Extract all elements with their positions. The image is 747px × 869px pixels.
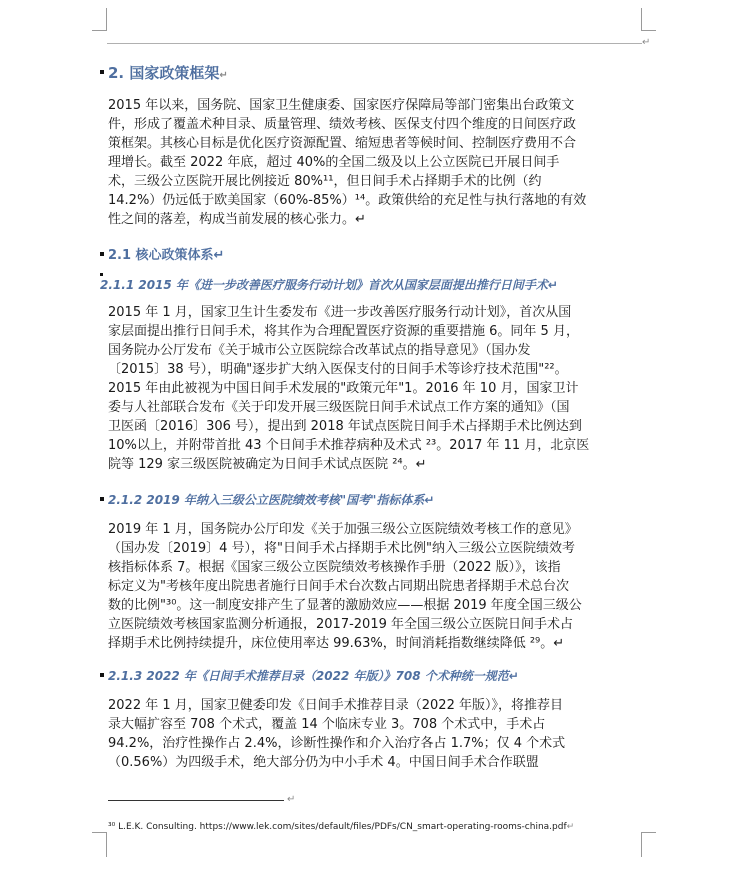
text-line: 院等 129 家三级医院被确定为日间手术试点医院 ²⁴。↵ bbox=[108, 457, 427, 472]
heading-bullet-icon bbox=[100, 252, 104, 256]
text-line: 2015 年由此被视为中国日间手术发展的"政策元年"1。2016 年 10 月，国家卫计 bbox=[108, 381, 579, 396]
text-line: 〔2015〕38 号），明确"逐步扩大纳入医保支付的日间手术等诊疗技术范围"²²。 bbox=[108, 362, 568, 377]
crop-mark-bottom-left bbox=[92, 832, 107, 857]
text-line: 核指标体系 7。根据《国家三级公立医院绩效考核操作手册（2022 版）》，该指 bbox=[108, 560, 561, 575]
footnote-separator bbox=[108, 800, 284, 801]
text-line: 性之间的落差，构成当前发展的核心张力。↵ bbox=[108, 212, 366, 227]
text-line: 卫医函〔2016〕306 号），提出到 2018 年试点医院日间手术占择期手术比例达到 bbox=[108, 419, 582, 434]
text-line: 国务院办公厅发布《关于城市公立医院综合改革试点的指导意见》（国办发 bbox=[108, 343, 531, 358]
text-line: 2015 年 1 月，国家卫生计生委发布《进一步改善医疗服务行动计划》，首次从国 bbox=[108, 305, 572, 320]
heading-2019-performance-assessment[interactable]: 2.1.2 2019 年纳入三级公立医院绩效考核"国考"指标体系↵ bbox=[100, 491, 434, 508]
text-line: 94.2%，治疗性操作占 2.4%，诊断性操作和介入治疗各占 1.7%；仅 4 个术式 bbox=[108, 736, 566, 751]
text-line: 理增长。截至 2022 年底，超过 40%的全国二级及以上公立医院已开展日间手 bbox=[108, 155, 560, 170]
header-rule bbox=[107, 43, 642, 44]
heading-bullet-icon bbox=[100, 497, 104, 501]
text-line: （国办发〔2019〕4 号），将"日间手术占择期手术比例"纳入三级公立医院绩效考 bbox=[108, 541, 575, 556]
heading-2022-catalogue[interactable]: 2.1.3 2022 年《日间手术推荐目录（2022 年版）》708 个术种统一规范↵ bbox=[100, 667, 519, 684]
crop-mark-bottom-right bbox=[641, 832, 656, 857]
heading-national-policy-framework[interactable]: 2. 国家政策框架↵ bbox=[100, 62, 228, 83]
text-line: 策框架。其核心目标是优化医疗资源配置、缩短患者等候时间、控制医疗费用不合 bbox=[108, 136, 577, 151]
text-line: 2019 年 1 月，国务院办公厅印发《关于加强三级公立医院绩效考核工作的意见》 bbox=[108, 522, 578, 537]
text-line: 2022 年 1 月，国家卫健委印发《日间手术推荐目录（2022 年版）》，将推荐目 bbox=[108, 698, 563, 713]
heading-bullet-icon bbox=[100, 70, 104, 74]
paragraph-2015[interactable] bbox=[108, 303, 644, 474]
paragraph-mark: ↵ bbox=[642, 37, 651, 48]
heading-core-policy-system[interactable]: 2.1 核心政策体系↵ bbox=[100, 244, 224, 263]
text-line: 家层面提出推行日间手术，将其作为合理配置医疗资源的重要措施 6。同年 5 月， bbox=[108, 324, 579, 339]
heading-2015-action-plan[interactable]: 2.1.1 2015 年《进一步改善医疗服务行动计划》首次从国家层面提出推行日间手术↵ bbox=[100, 278, 558, 292]
paragraph-2019[interactable] bbox=[108, 520, 644, 653]
heading-bullet-icon bbox=[100, 673, 104, 677]
text-line: 择期手术比例持续提升，床位使用率达 99.63%，时间消耗指数继续降低 ²⁹。↵ bbox=[108, 636, 565, 651]
text-line: （0.56%）为四级手术，绝大部分仍为中小手术 4。中国日间手术合作联盟 bbox=[108, 755, 539, 770]
paragraph-intro[interactable] bbox=[108, 96, 644, 229]
crop-mark-top-left bbox=[92, 8, 107, 31]
text-line: 术，三级公立医院开展比例接近 80%¹¹，但日间手术占择期手术的比例（约 bbox=[108, 174, 542, 189]
text-line: 2015 年以来，国务院、国家卫生健康委、国家医疗保障局等部门密集出台政策文 bbox=[108, 98, 575, 113]
paragraph-mark: ↵ bbox=[287, 794, 296, 805]
text-line: 10%以上，并附带首批 43 个日间手术推荐病种及术式 ²³。2017 年 11 月，北京医 bbox=[108, 438, 590, 453]
text-line: 件，形成了覆盖术种目录、质量管理、绩效考核、医保支付四个维度的日间医疗政 bbox=[108, 117, 577, 132]
footnote-30[interactable]: ³⁰ L.E.K. Consulting. https://www.lek.com/sites/default/files/PDFs/CN_smart-operating-rooms-china.pdf↵ bbox=[108, 822, 575, 832]
text-line: 录大幅扩容至 708 个术式，覆盖 14 个临床专业 3。708 个术式中，手术占 bbox=[108, 717, 546, 732]
paragraph-2022[interactable] bbox=[108, 696, 644, 772]
text-line: 数的比例"³⁰。这一制度安排产生了显著的激励效应——根据 2019 年度全国三级公 bbox=[108, 598, 582, 613]
text-line: 立医院绩效考核国家监测分析通报，2017-2019 年全国三级公立医院日间手术占 bbox=[108, 617, 573, 632]
text-line: 标定义为"考核年度出院患者施行日间手术台次数占同期出院患者择期手术总台次 bbox=[108, 579, 569, 594]
crop-mark-top-right bbox=[641, 8, 656, 31]
text-line: 14.2%）仍远低于欧美国家（60%-85%）¹⁴。政策供给的充足性与执行落地的有效 bbox=[108, 193, 587, 208]
text-line: 委与人社部联合发布《关于印发开展三级医院日间手术试点工作方案的通知》（国 bbox=[108, 400, 570, 415]
